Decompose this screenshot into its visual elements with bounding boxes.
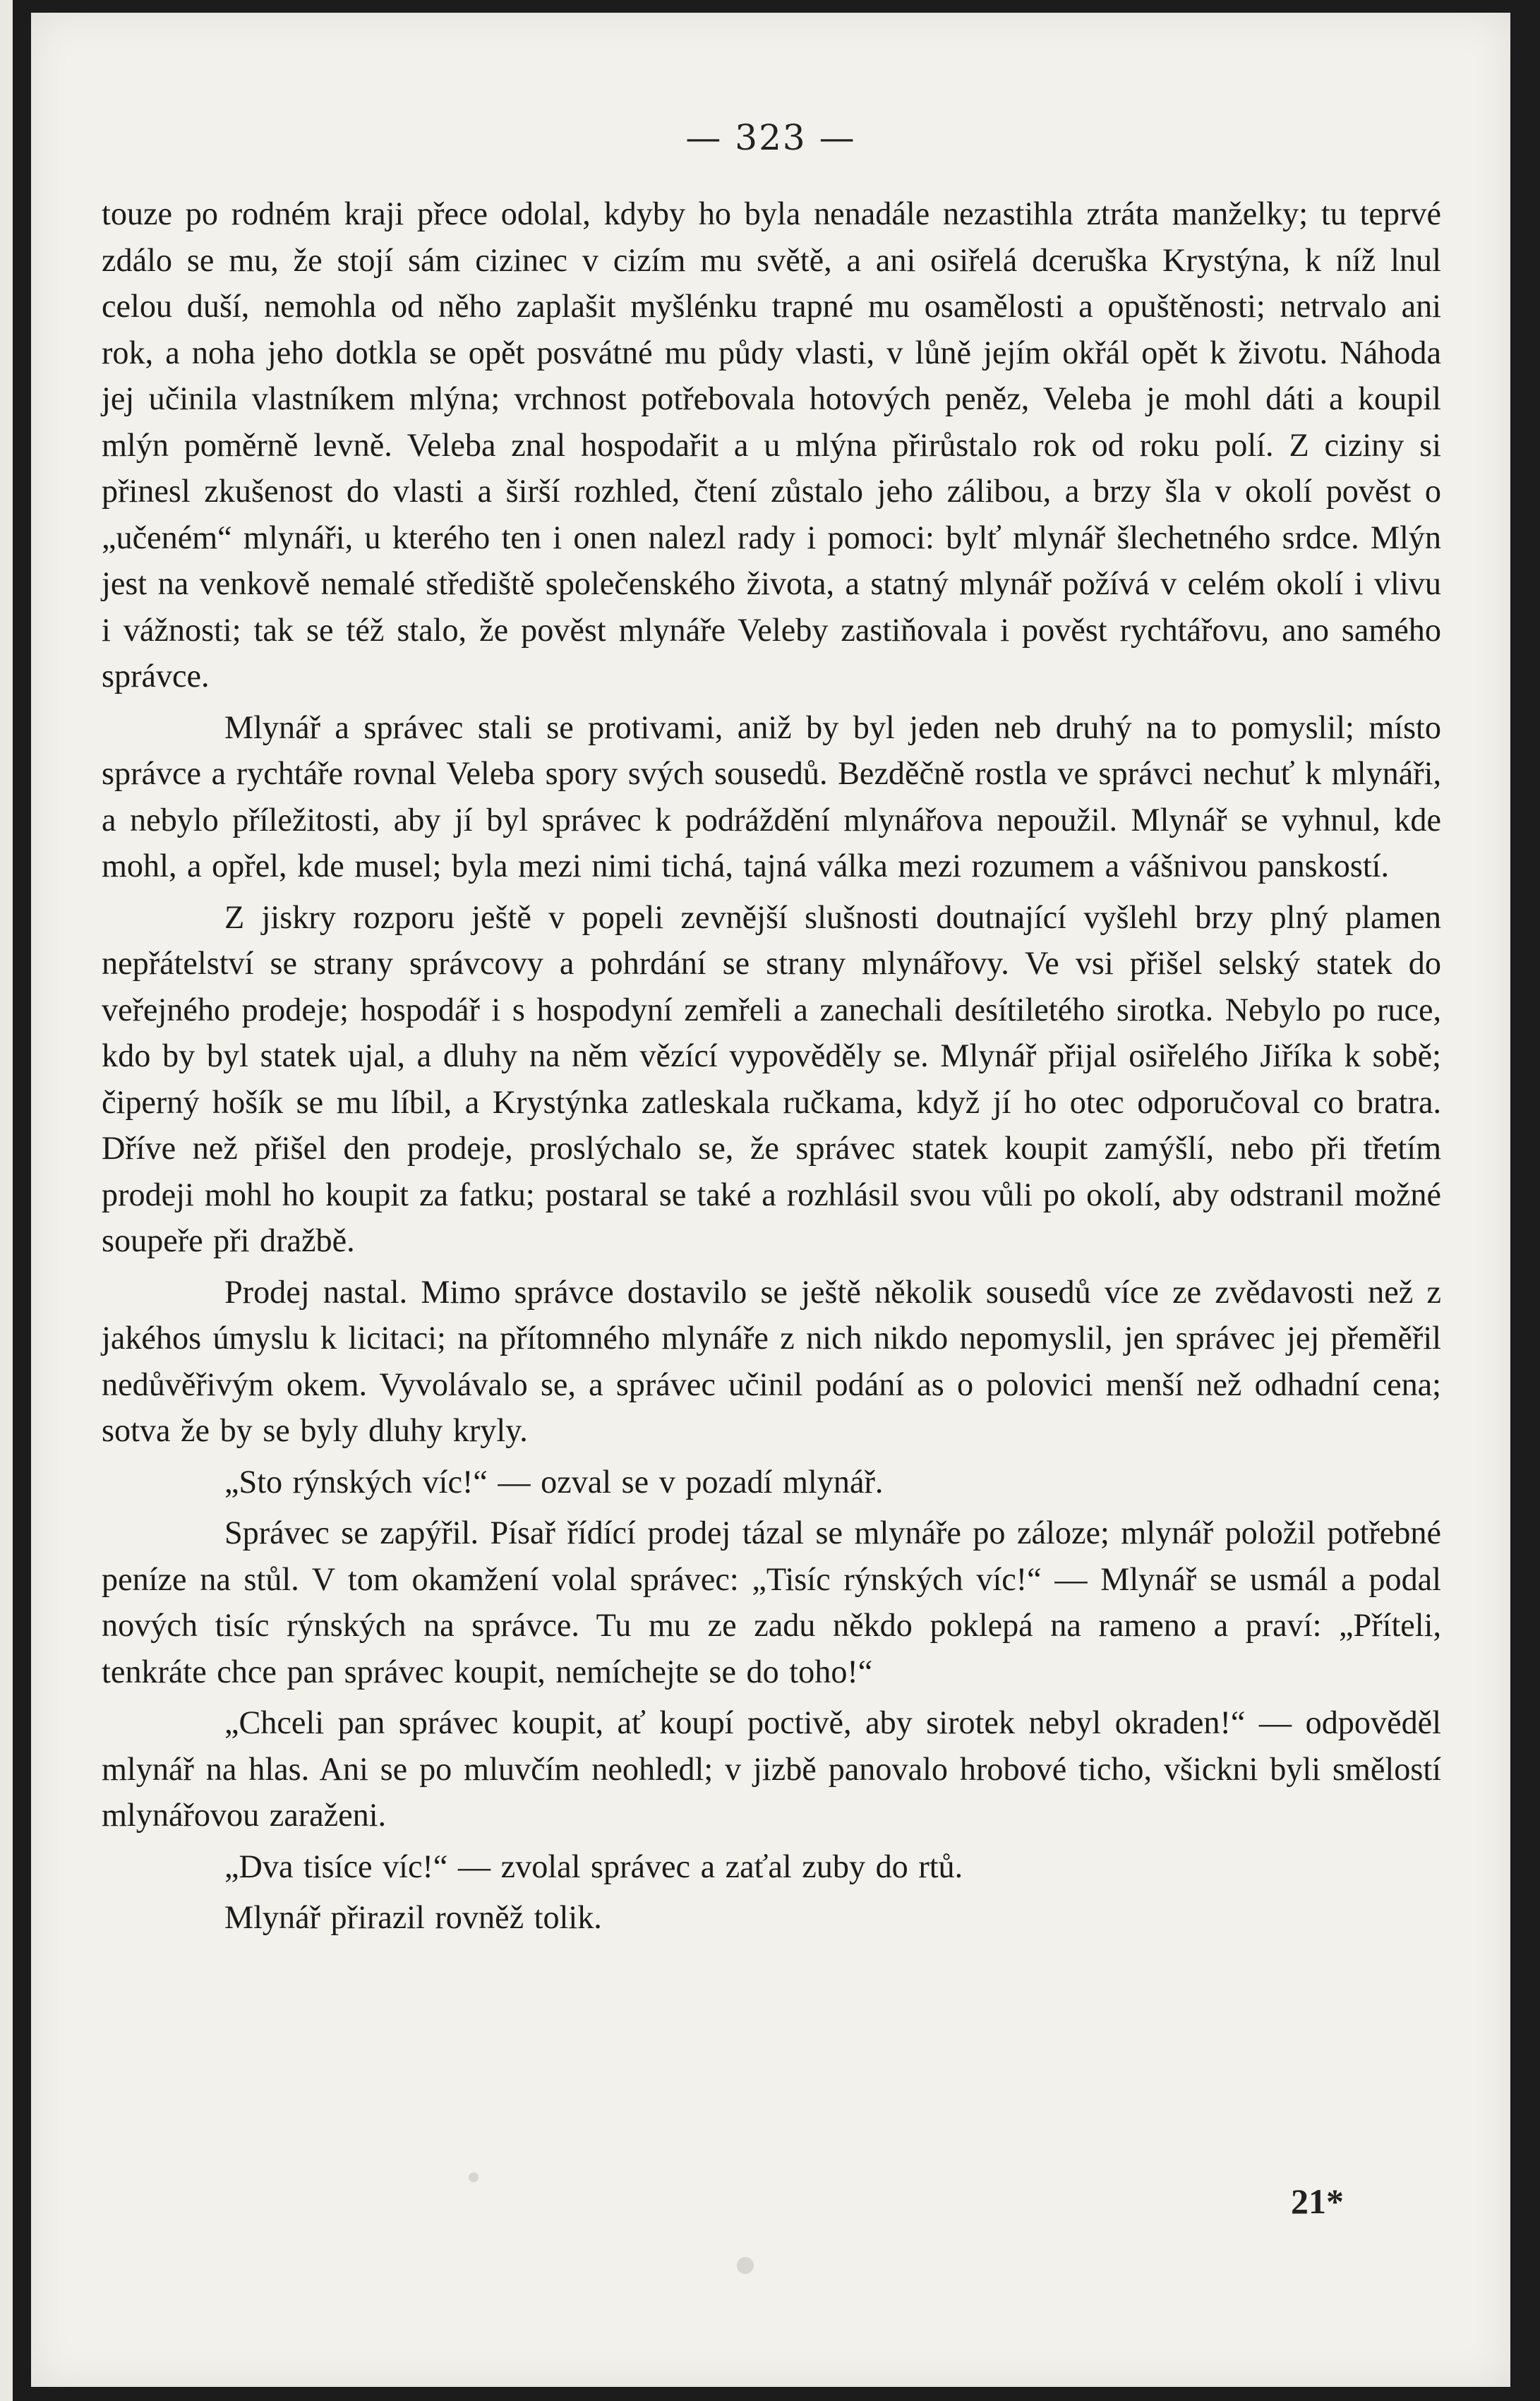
page-text	[102, 191, 1441, 1946]
paragraph-2: Mlynář a správec stali se protivami, aniž by byl jeden neb druhý na to pomyslil; místo správce a rychtáře rovnal Veleba spory svých sousedů. Bezděčně rostla ve správci nechuť k mlynáři, a nebylo příležitosti, aby jí byl správec k podráždění mlynářova nepoužil. Mlynář se vyhnul, kde mohl, a opřel, kde musel; byla mezi nimi tichá, tajná válka mezi rozumem a vášnivou panskostí.	[102, 709, 1441, 884]
ink-spot	[737, 2257, 754, 2274]
signature-mark: 21*	[1291, 2182, 1344, 2221]
page-number: — 323 —	[685, 117, 856, 158]
paragraph-1: touze po rodném kraji přece odolal, kdyby ho byla nenadále nezastihla ztráta manželky; tu teprvé zdálo se mu, že stojí sám cizinec v cizím mu světě, a ani osiřelá dceruška Krystýna, k níž lnul celou duší, nemohla od něho zaplašit myšlénku trapné mu osamělosti a opuštěnosti; netrvalo ani rok, a noha jeho dotkla se opět posvátné mu půdy vlasti, v lůně jejím okřál opět k životu. Náhoda jej učinila vlastníkem mlýna; vrchnost potřebovala hotových peněz, Veleba je mohl dáti a koupil mlýn poměrně levně. Veleba znal hospodařit a u mlýna přirůstalo rok od roku polí. Z ciziny si přinesl zkušenost do vlasti a širší rozhled, čtení zůstalo jeho zálibou, a brzy šla v okolí pověst o „učeném“ mlynáři, u kterého ten i onen nalezl rady i pomoci: bylť mlynář šlechetného srdce. Mlýn jest na venkově nemalé střediště společenského života, a statný mlynář požívá v celém okolí i vlivu i vážnosti; tak se též stalo, že pověst mlynáře Veleby zastiňovala i pověst rychtářovu, ano samého správce.	[102, 195, 1441, 694]
adjacent-page-edge	[0, 0, 13, 2401]
paragraph-9: Mlynář přirazil rovněž tolik.	[224, 1899, 602, 1935]
paragraph-3: Z jiskry rozporu ještě v popeli zevnější slušnosti doutnající vyšlehl brzy plný plamen nepřátelství se strany správcovy a pohrdání se strany mlynářovy. Ve vsi přišel selský statek do veřejného prodeje; hospodář i s hospodyní zemřeli a zanechali desítiletého sirotka. Nebylo po ruce, kdo by byl statek ujal, a dluhy na něm vězící vypověděly se. Mlynář přijal osiřelého Jiříka k sobě; čiperný hošík se mu líbil, a Krystýnka zatleskala ručkama, když jí ho otec odporučoval co bratra. Dříve než přišel den prodeje, proslýchalo se, že správec statek koupit zamýšlí, nebo při třetím prodeji mohl ho koupit za fatku; postaral se také a rozhlásil svou vůli po okolí, aby odstranil možné soupeře při dražbě.	[102, 898, 1441, 1258]
paragraph-4: Prodej nastal. Mimo správce dostavilo se ještě několik sousedů více ze zvědavosti než z jakéhos úmyslu k licitaci; na přítomného mlynáře z nich nikdo nepomyslil, jen správec jej přeměřil nedůvěřivým okem. Vyvolávalo se, a správec učinil podání as o polovici menší než odhadní cena; sotva že by se byly dluhy kryly.	[102, 1273, 1441, 1448]
paragraph-5: „Sto rýnských víc!“ — ozval se v pozadí mlynář.	[224, 1463, 884, 1500]
paragraph-6: Správec se zapýřil. Písař řídící prodej tázal se mlynáře po záloze; mlynář položil potřebné peníze na stůl. V tom okamžení volal správec: „Tisíc rýnských víc!“ — Mlynář se usmál a podal nových tisíc rýnských na správce. Tu mu ze zadu někdo poklepá na rameno a praví: „Příteli, tenkráte chce pan správec koupit, nemíchejte se do toho!“	[102, 1515, 1441, 1690]
ink-spot	[469, 2172, 479, 2182]
book-page	[31, 13, 1510, 2387]
paragraph-8: „Dva tisíce víc!“ — zvolal správec a zaťal zuby do rtů.	[224, 1848, 963, 1884]
paragraph-7: „Chceli pan správec koupit, ať koupí poctivě, aby sirotek nebyl okraden!“ — odpověděl mlynář na hlas. Ani se po mluvčím neohledl; v jizbě panovalo hrobové ticho, všickni byli smělostí mlynářovou zaraženi.	[102, 1704, 1441, 1833]
